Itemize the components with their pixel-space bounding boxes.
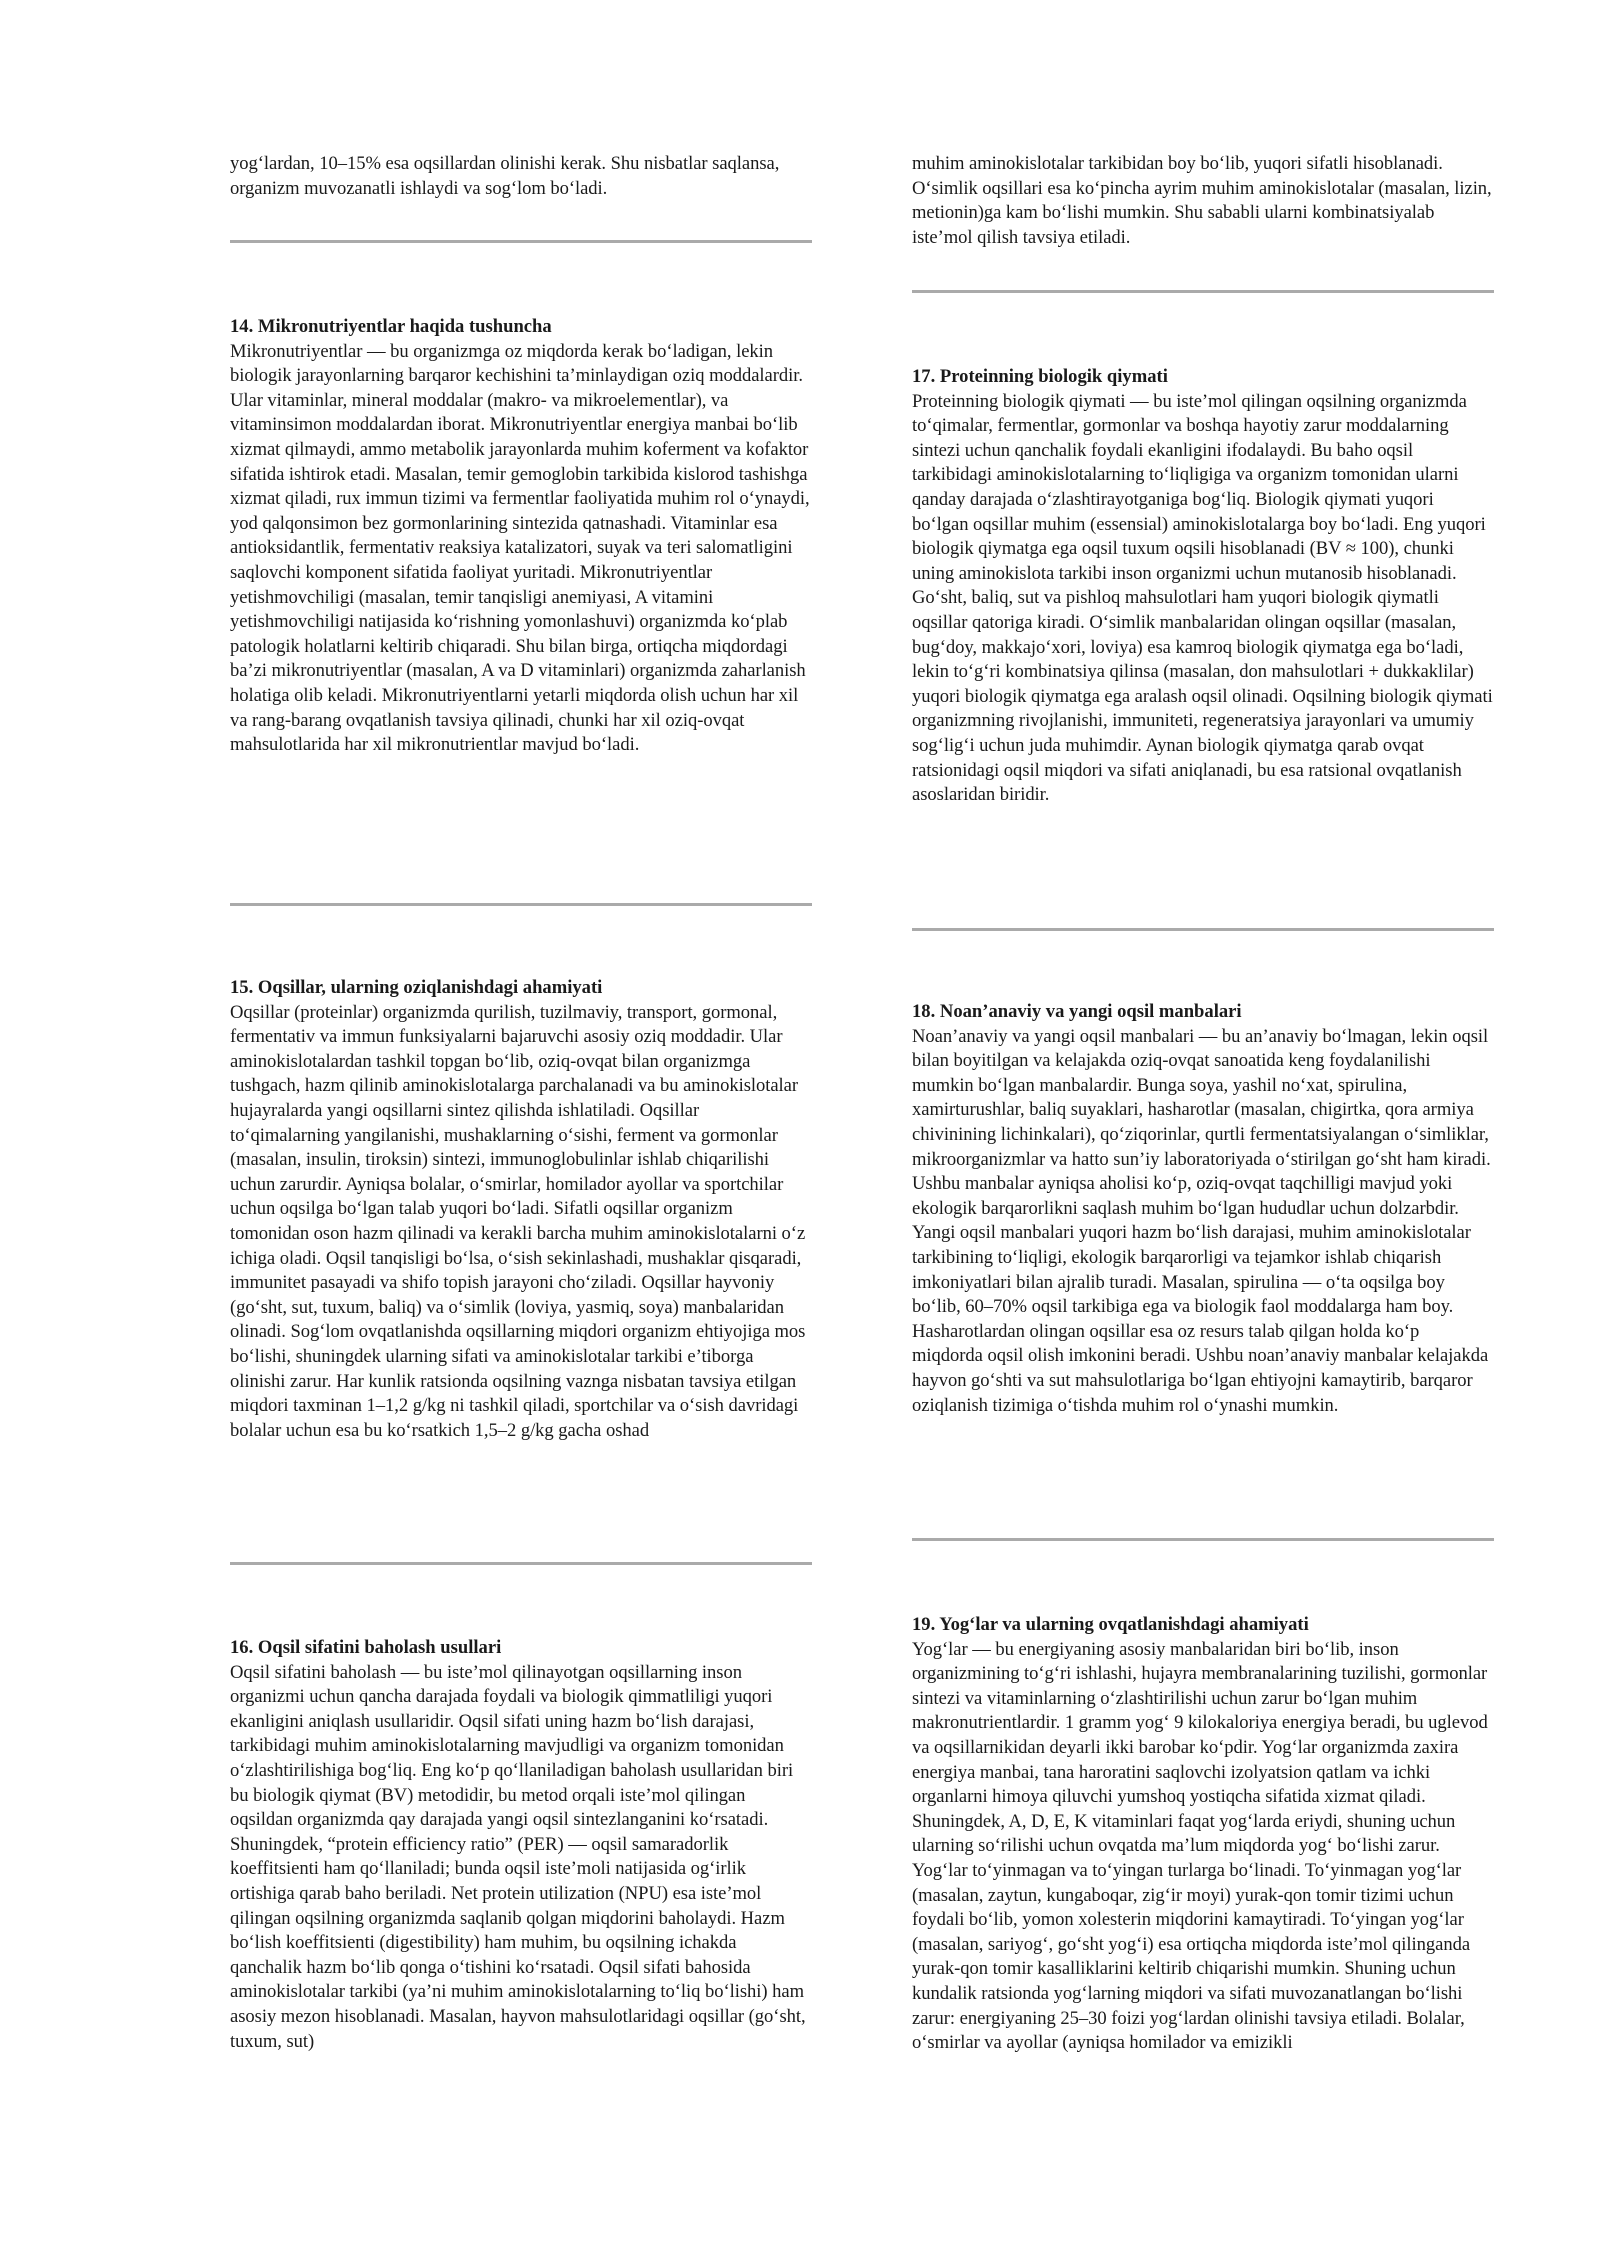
section-18 [912,1000,1494,1418]
section-divider [230,903,812,906]
section-14 [230,315,812,758]
section-title: 19. Yog‘lar va ularning ovqatlanishdagi ahamiyati [912,1614,1309,1635]
section-body: Proteinning biologik qiymati — bu iste’mol qilingan oqsilning organizmda to‘qimalar, fermentlar, gormonlar va boshqa hayotiy zarur moddalarning sintezi uchun qanchalik foydali ekanligini ifodalaydi. Bu baho oqsil tarkibidagi aminokislotalarning to‘liqligiga va organizm tomonidan ularni qanday darajada o‘zlashtirayotganiga bog‘liq. Biologik qiymati yuqori bo‘lgan oqsillar muhim (essensial) aminokislotalarga boy bo‘ladi. Eng yuqori biologik qiymatga ega oqsil tuxum oqsili hisoblanadi (BV ≈ 100), chunki uning aminokislota tarkibi inson organizmi uchun mutanosib hisoblanadi. Go‘sht, baliq, sut va pishloq mahsulotlari ham yuqori biologik qiymatli oqsillar qatoriga kiradi. O‘simlik manbalaridan olingan oqsillar (masalan, bug‘doy, makkajo‘xori, loviya) esa kamroq biologik qiymatga ega bo‘ladi, lekin to‘g‘ri kombinatsiya qilinsa (masalan, don mahsulotlari + dukkaklilar) yuqori biologik qiymatga ega aralash oqsil olinadi. Oqsilning biologik qiymati organizmning rivojlanishi, immuniteti, regeneratsiya jarayonlari va umumiy sog‘lig‘i uchun juda muhimdir. Aynan biologik qiymatga qarab ovqat ratsionidagi oqsil miqdori va sifati aniqlanadi, bu esa ratsional ovqatlanish asoslaridan biridir. [912,390,1493,806]
section-title: 17. Proteinning biologik qiymati [912,366,1168,387]
section-body: Oqsil sifatini baholash — bu iste’mol qilinayotgan oqsillarning inson organizmi uchun qancha darajada foydali va biologik qimmatliligi yuqori ekanligini aniqlash usullaridir. Oqsil sifati uning hazm bo‘lish darajasi, tarkibidagi muhim aminokislotalarning mavjudligi va organizm tomonidan o‘zlashtirilishiga bog‘liq. Eng ko‘p qo‘llaniladigan baholash usullaridan biri bu biologik qiymat (BV) metodidir, bu metod orqali iste’mol qilingan oqsildan organizmda qay darajada yangi oqsil sintezlanganini ko‘rsatadi. Shuningdek, “protein efficiency ratio” (PER) — oqsil samaradorlik koeffitsienti ham qo‘llaniladi; bunda oqsil iste’moli natijasida og‘irlik ortishiga qarab baho beriladi. Net protein utilization (NPU) esa iste’mol qilingan oqsilning organizmda saqlanib qolgan miqdorini baholaydi. Hazm bo‘lish koeffitsienti (digestibility) ham muhim, bu oqsilning ichakda qanchalik hazm bo‘lib qonga o‘tishini ko‘rsatadi. Oqsil sifati bahosida aminokislotalar tarkibi (ya’ni muhim aminokislotalarning to‘liq bo‘lishi) ham asosiy mezon hisoblanadi. Masalan, hayvon mahsulotlaridagi oqsillar (go‘sht, tuxum, sut) [230,1661,806,2052]
section-body: Noan’anaviy va yangi oqsil manbalari — bu an’anaviy bo‘lmagan, lekin oqsil bilan boyitilgan va kelajakda oziq-ovqat sanoatida keng foydalanilishi mumkin bo‘lgan manbalardir. Bunga soya, yashil no‘xat, spirulina, xamirturushlar, baliq suyaklari, hasharotlar (masalan, chigirtka, qora armiya chivinining lichinkalari), qo‘ziqorinlar, qurtli fermentatsiyalangan o‘simliklar, mikroorganizmlar va hatto sun’iy laboratoriyada o‘stirilgan go‘sht ham kiradi. Ushbu manbalar ayniqsa aholisi ko‘p, oziq-ovqat taqchilligi mavjud yoki ekologik barqarorlikni saqlash muhim bo‘lgan hududlar uchun dolzarbdir. Yangi oqsil manbalari yuqori hazm bo‘lish darajasi, muhim aminokislotalar tarkibining to‘liqligi, ekologik barqarorligi va tejamkor ishlab chiqarish imkoniyatlari bilan ajralib turadi. Masalan, spirulina — o‘ta oqsilga boy bo‘lib, 60–70% oqsil tarkibiga ega va biologik faol moddalarga ham boy. Hasharotlardan olingan oqsillar esa oz resurs talab qilgan holda ko‘p miqdorda oqsil olish imkonini beradi. Ushbu noan’anaviy manbalar kelajakda hayvon go‘shti va sut mahsulotlariga bo‘lgan ehtiyojni kamaytirib, barqaror oziqlanish tizimiga o‘tishda muhim rol o‘ynashi mumkin. [912,1025,1491,1416]
section-body: Mikronutriyentlar — bu organizmga oz miqdorda kerak bo‘ladigan, lekin biologik jarayonlarning barqaror kechishini ta’minlaydigan oziq moddalardir. Ular vitaminlar, mineral moddalar (makro- va mikroelementlar), va vitaminsimon moddalardan iborat. Mikronutriyentlar energiya manbai bo‘lib xizmat qilmaydi, ammo metabolik jarayonlarda muhim koferment va kofaktor sifatida ishtirok etadi. Masalan, temir gemoglobin tarkibida kislorod tashishga xizmat qiladi, rux immun tizimi va fermentlar faoliyatida muhim rol o‘ynaydi, yod qalqonsimon bez gormonlarining sintezida qatnashadi. Vitaminlar esa antioksidantlik, fermentativ reaksiya katalizatori, suyak va teri salomatligini saqlovchi komponent sifatida faoliyat yuritadi. Mikronutriyentlar yetishmovchiligi (masalan, temir tanqisligi anemiyasi, A vitamini yetishmovchiligi natijasida ko‘rishning yomonlashuvi) organizmda ko‘plab patologik holatlarni keltirib chiqaradi. Shu bilan birga, ortiqcha miqdordagi ba’zi mikronutriyentlar (masalan, A va D vitaminlari) organizmda zaharlanish holatiga olib keladi. Mikronutriyentlarni yetarli miqdorda olish uchun har xil va rang-barang ovqatlanish tavsiya qilinadi, chunki har xil oziq-ovqat mahsulotlarida har xil mikronutrientlar mavjud bo‘ladi. [230,340,810,756]
section-title: 14. Mikronutriyentlar haqida tushuncha [230,316,552,337]
section-15 [230,976,812,1443]
section-divider [912,928,1494,931]
section-17 [912,365,1494,808]
paragraph: yog‘lardan, 10–15% esa oqsillardan olinishi kerak. Shu nisbatlar saqlansa, organizm muvozanatli ishlaydi va sog‘lom bo‘ladi. [230,153,780,199]
section-title: 15. Oqsillar, ularning oziqlanishdagi ahamiyati [230,977,603,998]
paragraph: muhim aminokislotalar tarkibidan boy bo‘lib, yuqori sifatli hisoblanadi. O‘simlik oqsillari esa ko‘pincha ayrim muhim aminokislotalar (masalan, lizin, metionin)ga kam bo‘lishi mumkin. Shu sababli ularni kombinatsiyalab iste’mol qilish tavsiya etiladi. [912,153,1492,248]
section-body: Oqsillar (proteinlar) organizmda qurilish, tuzilmaviy, transport, gormonal, fermentativ va immun funksiyalarni bajaruvchi asosiy oziq moddadir. Ular aminokislotalardan tashkil topgan bo‘lib, oziq-ovqat bilan organizmga tushgach, hazm qilinib aminokislotalarga parchalanadi va bu aminokislotalar hujayralarda yangi oqsillarni sintez qilishda ishlatiladi. Oqsillar to‘qimalarning yangilanishi, mushaklarning o‘sishi, ferment va gormonlar (masalan, insulin, tiroksin) sintezi, immunoglobulinlar ishlab chiqarilishi uchun zarurdir. Ayniqsa bolalar, o‘smirlar, homilador ayollar va sportchilar uchun oqsilga bo‘lgan talab yuqori bo‘ladi. Sifatli oqsillar organizm tomonidan oson hazm qilinadi va kerakli barcha muhim aminokislotalarni o‘z ichiga oladi. Oqsil tanqisligi bo‘lsa, o‘sish sekinlashadi, mushaklar qisqaradi, immunitet pasayadi va shifo topish jarayoni cho‘ziladi. Oqsillar hayvoniy (go‘sht, sut, tuxum, baliq) va o‘simlik (loviya, yasmiq, soya) manbalaridan olinadi. Sog‘lom ovqatlanishda oqsillarning miqdori organizm ehtiyojiga mos bo‘lishi, shuningdek ularning sifati va aminokislotalar tarkibi e’tiborga olinishi zarur. Har kunlik ratsionda oqsilning vaznga nisbatan tavsiya etilgan miqdori taxminan 1–1,2 g/kg ni tashkil qiladi, sportchilar va o‘sish davridagi bolalar uchun esa bu ko‘rsatkich 1,5–2 g/kg gacha oshad [230,1001,806,1441]
section-title: 16. Oqsil sifatini baholash usullari [230,1637,502,1658]
section-divider [912,290,1494,293]
section-divider [230,1562,812,1565]
section-19 [912,1613,1494,2056]
section-title: 18. Noan’anaviy va yangi oqsil manbalari [912,1001,1242,1022]
continued-text-top-right [912,152,1494,250]
continued-text-top-left [230,152,812,201]
section-body: Yog‘lar — bu energiyaning asosiy manbalaridan biri bo‘lib, inson organizmining to‘g‘ri ishlashi, hujayra membranalarining tuzilishi, gormonlar sintezi va vitaminlarning o‘zlashtirilishi uchun zarur bo‘lgan muhim makronutrientlardir. 1 gramm yog‘ 9 kilokaloriya energiya beradi, bu uglevod va oqsillarnikidan deyarli ikki barobar ko‘pdir. Yog‘lar organizmda zaxira energiya manbai, tana haroratini saqlovchi izolyatsion qatlam va ichki organlarni himoya qiluvchi yumshoq yostiqcha sifatida xizmat qiladi. Shuningdek, A, D, E, K vitaminlari faqat yog‘larda eriydi, shuning uchun ularning so‘rilishi uchun ovqatda ma’lum miqdorda yog‘ bo‘lishi zarur. Yog‘lar to‘yinmagan va to‘yingan turlarga bo‘linadi. To‘yinmagan yog‘lar (masalan, zaytun, kungaboqar, zig‘ir moyi) yurak-qon tomir tizimi uchun foydali bo‘lib, yomon xolesterin miqdorini kamaytiradi. To‘yingan yog‘lar (masalan, sariyog‘, go‘sht yog‘i) esa ortiqcha miqdorda iste’mol qilinganda yurak-qon tomir kasalliklarini keltirib chiqarishi mumkin. Shuning uchun kundalik ratsionda yog‘larning miqdori va sifati muvozanatlangan bo‘lishi zarur: energiyaning 25–30 foizi yog‘lardan olinishi tavsiya etiladi. Bolalar, o‘smirlar va ayollar (ayniqsa homilador va emizikli [912,1638,1488,2054]
section-divider [230,240,812,243]
section-divider [912,1538,1494,1541]
section-16 [230,1636,812,2054]
